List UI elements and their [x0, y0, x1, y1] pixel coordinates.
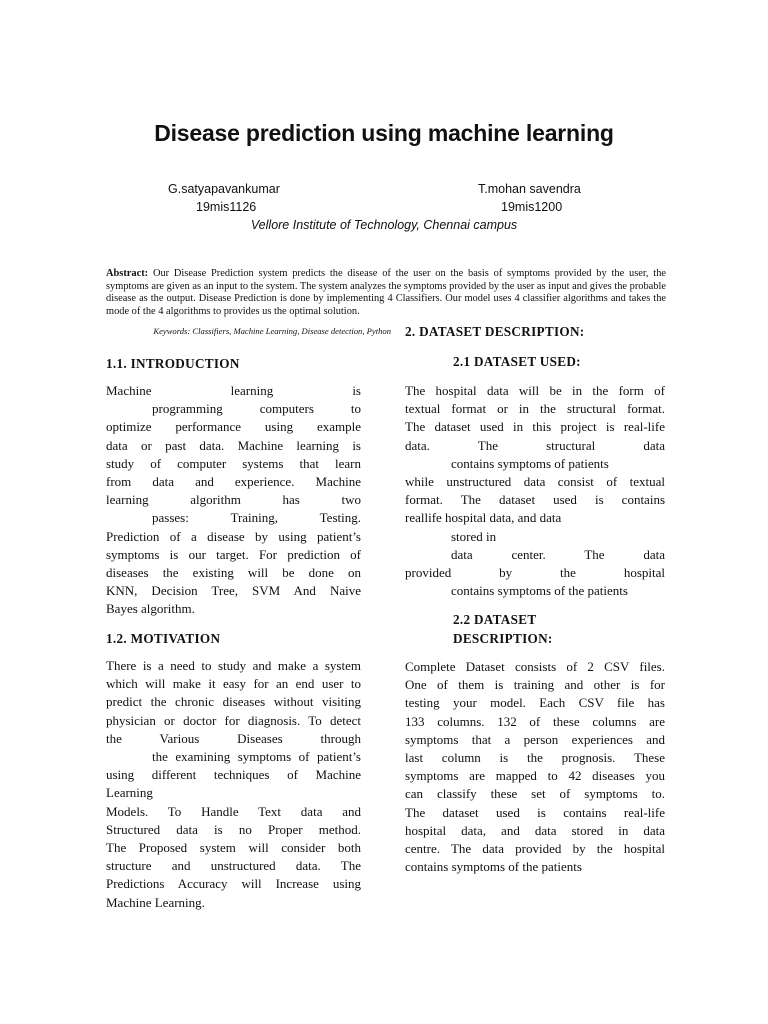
- author-2-name: T.mohan savendra: [478, 182, 581, 196]
- text-line: symptoms that a person experiences and: [405, 731, 665, 747]
- intro-body: [106, 382, 361, 619]
- text-line: The Proposed system will consider both: [106, 840, 361, 856]
- text-line: 133 columns. 132 of these columns are: [405, 713, 665, 729]
- text-line: Prediction of a disease by using patient’s: [106, 528, 361, 544]
- dataset-desc-body: [405, 658, 665, 876]
- text-line: Bayes algorithm.: [106, 601, 195, 617]
- text-line: contains symptoms of the patients: [405, 859, 582, 875]
- dataset-desc-heading-2: DESCRIPTION:: [453, 631, 553, 646]
- text-line: Machine Learning.: [106, 894, 205, 910]
- text-line: provided by the hospital: [405, 565, 665, 581]
- text-line: reallife hospital data, and data: [405, 510, 562, 526]
- author-1-id: 19mis1126: [196, 200, 257, 214]
- text-line: Learning: [106, 785, 153, 801]
- text-line: optimize performance using example: [106, 419, 361, 435]
- intro-heading: 1.1. INTRODUCTION: [106, 356, 240, 371]
- paper-title: Disease prediction using machine learning: [154, 120, 614, 146]
- text-line: centre. The data provided by the hospital: [405, 841, 665, 857]
- text-line: symptoms is our target. For prediction of: [106, 546, 361, 562]
- author-1-name: G.satyapavankumar: [168, 182, 280, 196]
- text-line: contains symptoms of patients: [451, 455, 609, 471]
- text-line: KNN, Decision Tree, SVM And Naive: [106, 583, 361, 599]
- text-line: The dataset used in this project is real-life: [405, 419, 665, 435]
- dataset-heading: 2. DATASET DESCRIPTION:: [405, 324, 585, 339]
- text-line: from data and experience. Machine: [106, 474, 361, 490]
- text-line: learning algorithm has two: [106, 492, 361, 508]
- text-line: format. The dataset used is contains: [405, 492, 665, 508]
- text-line: The dataset used is contains real-life: [405, 804, 665, 820]
- dataset-used-heading: 2.1 DATASET USED:: [453, 354, 581, 369]
- text-line: the Various Diseases through: [106, 730, 361, 746]
- abstract-text: Our Disease Prediction system predicts the disease of the user on the basis of symptoms provided by the user, the symptoms are given as an input to the system. The system analyzes the symptoms provided by the user as input and gives the probable disease as the output. Disease Prediction is done by implementing 4 Classifiers. Our model uses 4 classifier algorithms and takes the mode of the 4 algorithms to provides us the optimal solution.: [106, 268, 666, 317]
- text-line: textual format or in the structural format.: [405, 401, 665, 417]
- text-line: The hospital data will be in the form of: [405, 383, 665, 398]
- text-line: contains symptoms of the patients: [451, 583, 628, 599]
- text-line: One of them is training and other is for: [405, 677, 665, 693]
- text-line: using different techniques of Machine: [106, 767, 361, 783]
- motivation-body: [106, 657, 361, 912]
- text-line: can classify these set of symptoms to.: [405, 786, 665, 802]
- motivation-heading: 1.2. MOTIVATION: [106, 631, 221, 646]
- abstract: [106, 268, 666, 318]
- text-line: Models. To Handle Text data and: [106, 803, 361, 819]
- text-line: study of computer systems that learn: [106, 455, 361, 471]
- affiliation: Vellore Institute of Technology, Chennai campus: [250, 218, 518, 232]
- text-line: Predictions Accuracy will Increase using: [106, 876, 361, 892]
- text-line: testing your model. Each CSV file has: [405, 695, 665, 711]
- dataset-desc-heading-1: 2.2 DATASET: [453, 612, 537, 627]
- text-line: programming computers to: [152, 401, 361, 417]
- abstract-label: Abstract:: [106, 268, 149, 279]
- text-line: physician or doctor for diagnosis. To detect: [106, 712, 361, 728]
- text-line: There is a need to study and make a system: [106, 658, 361, 673]
- keywords: Keywords: Classifiers, Machine Learning, Disease detection, Python: [153, 326, 391, 336]
- text-line: passes: Training, Testing.: [152, 510, 361, 526]
- text-line: stored in: [451, 528, 497, 544]
- text-line: structure and unstructured data. The: [106, 858, 361, 874]
- text-line: the examining symptoms of patient’s: [152, 749, 361, 765]
- text-line: which will make it easy for an end user to: [106, 676, 361, 692]
- text-line: data or past data. Machine learning is: [106, 437, 361, 453]
- text-line: symptoms are mapped to 42 diseases you: [405, 768, 665, 784]
- text-line: Structured data is no Proper method.: [106, 821, 361, 837]
- text-line: last column is the prognosis. These: [405, 750, 665, 766]
- author-2-id: 19mis1200: [501, 200, 563, 214]
- text-line: predict the chronic diseases without visiting: [106, 694, 361, 710]
- text-line: data center. The data: [451, 546, 665, 562]
- text-line: while unstructured data consist of textual: [405, 474, 665, 490]
- text-line: Complete Dataset consists of 2 CSV files.: [405, 659, 665, 674]
- text-line: Machine learning is: [106, 383, 361, 398]
- text-line: diseases the existing will be done on: [106, 565, 361, 581]
- text-line: hospital data, and data stored in data: [405, 822, 665, 838]
- text-line: data. The structural data: [405, 437, 665, 453]
- dataset-used-body: [405, 382, 665, 600]
